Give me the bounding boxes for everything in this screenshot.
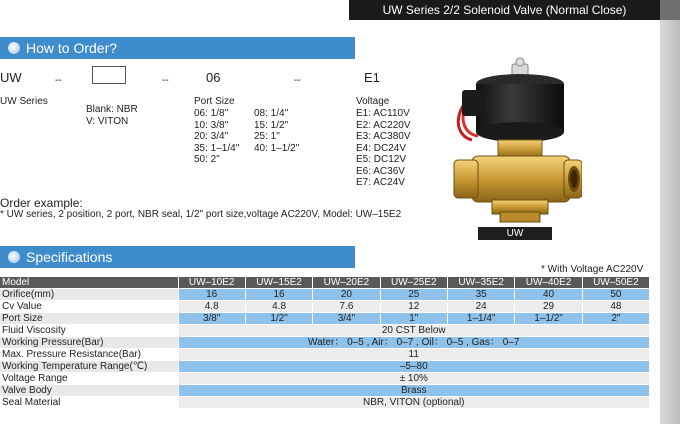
port-size-item: 25: 1" — [254, 131, 280, 142]
row-label: Cv Value — [0, 301, 178, 313]
port-size-item: 15: 1/2" — [254, 119, 289, 131]
table-row — [0, 373, 649, 385]
order-example-text: * UW series, 2 position, 2 port, NBR seal, 1/2" port size,voltage AC220V, Model: UW–15E2 — [0, 209, 402, 220]
series-label: UW Series — [0, 96, 48, 107]
order-example-title: Order example: — [0, 196, 83, 210]
table-merged-cell: –5–80 — [178, 361, 649, 373]
table-row — [0, 349, 649, 361]
table-cell: 3/8" — [178, 313, 245, 325]
table-header-cell: UW–40E2 — [515, 277, 582, 289]
table-cell: 25 — [380, 289, 447, 301]
table-header-cell: UW–25E2 — [380, 277, 447, 289]
table-cell: 16 — [178, 289, 245, 301]
right-edge-bar — [660, 0, 680, 424]
voltage-list — [356, 108, 410, 189]
code-voltage: E1 — [364, 70, 380, 85]
seal-option-nbr: Blank: NBR — [86, 104, 138, 115]
port-size-item: 08: 1/4" — [254, 108, 289, 119]
seal-options — [86, 104, 138, 127]
bullet-dot-icon — [8, 251, 20, 263]
table-header-cell: UW–50E2 — [582, 277, 649, 289]
table-row — [0, 301, 649, 313]
table-cell: 29 — [515, 301, 582, 313]
product-model-label: UW — [478, 227, 552, 240]
table-cell: 1–1/4" — [448, 313, 515, 325]
port-size-title: Port Size — [194, 96, 235, 107]
how-to-order-title: How to Order? — [26, 40, 118, 56]
voltage-item: E1: AC110V — [356, 108, 410, 119]
port-size-col-1 — [194, 108, 239, 166]
row-label: Orifice(mm) — [0, 289, 178, 301]
table-cell: 40 — [515, 289, 582, 301]
seal-option-viton: V: VITON — [86, 115, 129, 127]
code-separator-2: -- — [162, 75, 169, 86]
row-label: Fluid Viscosity — [0, 325, 178, 337]
table-row — [0, 361, 649, 373]
voltage-item: E6: AC36V — [356, 165, 405, 177]
port-size-item: 20: 3/4" — [194, 131, 229, 142]
code-separator-1: -- — [55, 75, 62, 86]
seal-code-placeholder-box — [92, 66, 126, 84]
port-size-item: 06: 1/8" — [194, 108, 229, 119]
code-port: 06 — [206, 70, 221, 85]
how-to-order-section-bar — [0, 37, 355, 59]
specifications-table — [0, 277, 649, 409]
table-merged-cell: ± 10% — [178, 373, 649, 385]
table-row — [0, 397, 649, 409]
table-header-cell: UW–20E2 — [313, 277, 380, 289]
table-merged-cell: Water： 0–5 , Air： 0–7 , Oil： 0–5 , Gas： 0–7 — [178, 337, 649, 349]
row-label: Max. Pressure Resistance(Bar) — [0, 349, 178, 361]
port-size-item: 10: 3/8" — [194, 119, 229, 131]
table-cell: 3/4" — [313, 313, 380, 325]
table-row — [0, 337, 649, 349]
table-cell: 1–1/2" — [515, 313, 582, 325]
row-label: Port Size — [0, 313, 178, 325]
voltage-note: * With Voltage AC220V — [541, 264, 644, 275]
code-prefix: UW — [0, 70, 22, 85]
voltage-item: E7: AC24V — [356, 177, 405, 188]
table-cell: 1/2" — [245, 313, 312, 325]
table-header-row — [0, 277, 649, 289]
table-row — [0, 289, 649, 301]
table-header-cell: UW–15E2 — [245, 277, 312, 289]
specifications-section-bar — [0, 246, 355, 268]
port-size-col-2 — [254, 108, 299, 154]
table-cell: 7.6 — [313, 301, 380, 313]
table-header-cell: UW–10E2 — [178, 277, 245, 289]
row-label: Seal Material — [0, 397, 178, 409]
table-cell: 2" — [582, 313, 649, 325]
voltage-item: E4: DC24V — [356, 142, 407, 154]
table-header-cell: Model — [0, 277, 178, 289]
specifications-title: Specifications — [26, 249, 113, 265]
table-cell: 4.8 — [178, 301, 245, 313]
row-label: Working Temperature Range(℃) — [0, 361, 178, 373]
port-size-item: 35: 1–1/4" — [194, 142, 240, 154]
table-cell: 12 — [380, 301, 447, 313]
table-row — [0, 313, 649, 325]
table-row — [0, 385, 649, 397]
right-edge-bar-top — [660, 0, 680, 20]
table-cell: 24 — [448, 301, 515, 313]
table-cell: 16 — [245, 289, 312, 301]
table-cell: 48 — [582, 301, 649, 313]
voltage-item: E5: DC12V — [356, 154, 407, 165]
port-size-item: 40: 1–1/2" — [254, 142, 300, 154]
table-merged-cell: NBR, VITON (optional) — [178, 397, 649, 409]
port-size-item: 50: 2" — [194, 154, 220, 165]
voltage-item: E2: AC220V — [356, 119, 411, 131]
voltage-title: Voltage — [356, 96, 390, 107]
table-merged-cell: Brass — [178, 385, 649, 397]
table-merged-cell: 11 — [178, 349, 649, 361]
row-label: Valve Body — [0, 385, 178, 397]
table-cell: 50 — [582, 289, 649, 301]
table-cell: 20 — [313, 289, 380, 301]
table-row — [0, 325, 649, 337]
page-header-title: UW Series 2/2 Solenoid Valve (Normal Close) — [349, 0, 660, 20]
code-separator-3: -- — [294, 75, 301, 86]
bullet-dot-icon — [8, 42, 20, 54]
row-label: Working Pressure(Bar) — [0, 337, 178, 349]
table-cell: 1" — [380, 313, 447, 325]
row-label: Voltage Range — [0, 373, 178, 385]
voltage-item: E3: AC380V — [356, 131, 411, 142]
table-cell: 4.8 — [245, 301, 312, 313]
table-cell: 35 — [448, 289, 515, 301]
table-header-cell: UW–35E2 — [448, 277, 515, 289]
table-merged-cell: 20 CST Below — [178, 325, 649, 337]
solenoid-valve-image — [452, 56, 582, 226]
